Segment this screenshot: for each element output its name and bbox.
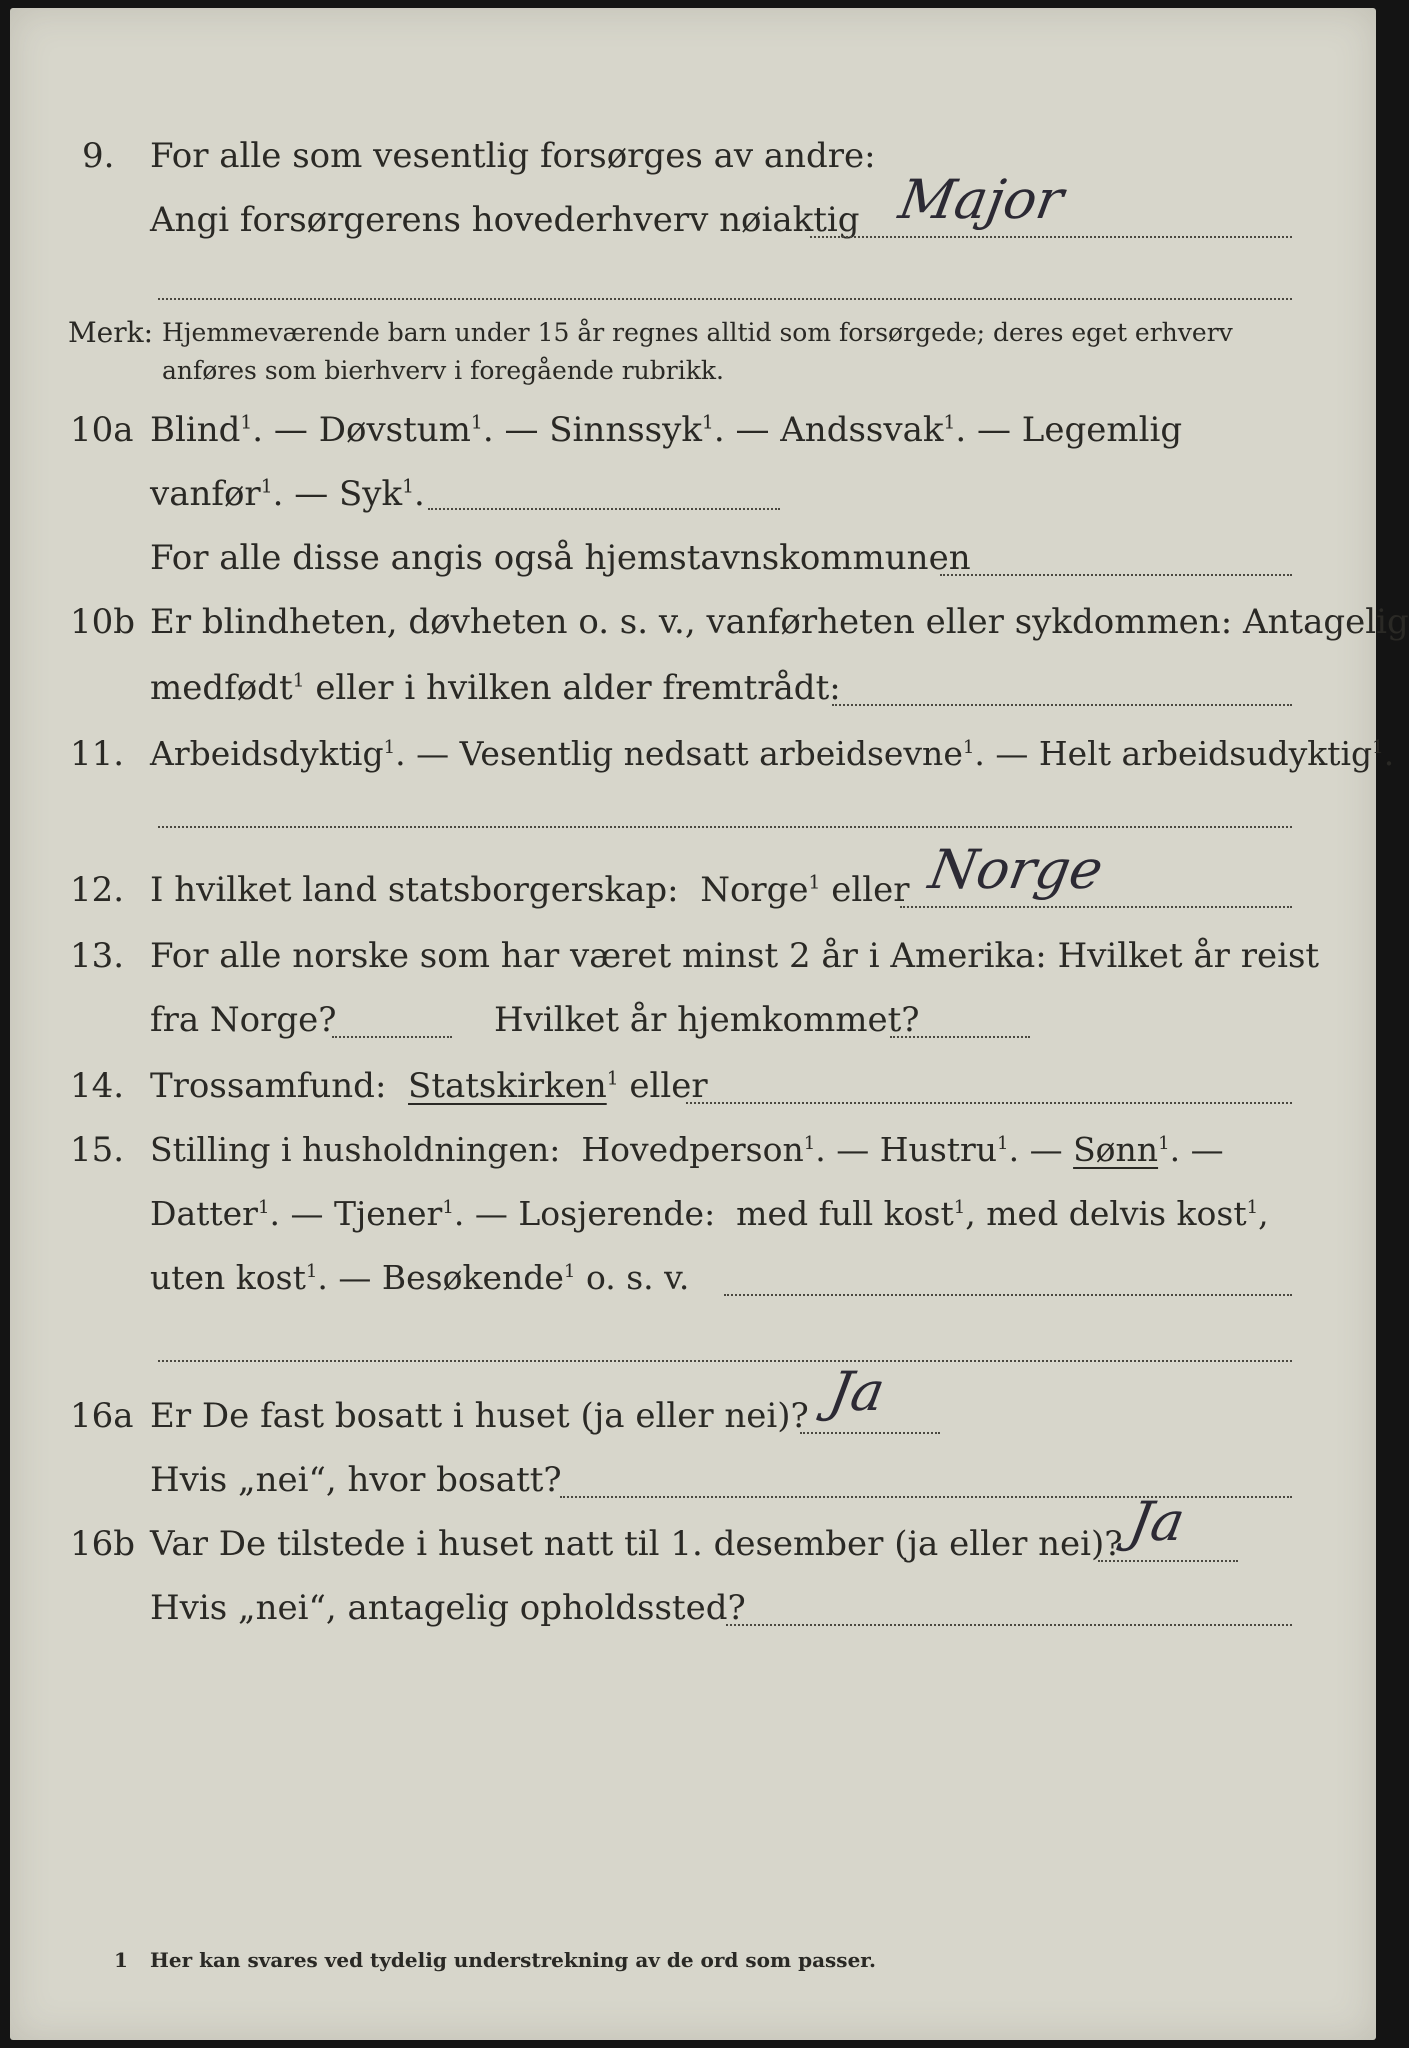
q15-extra-line: [158, 1360, 1292, 1362]
q16b-handwritten-answer: Ja: [1124, 1490, 1190, 1553]
q9-answer-line: [810, 236, 1292, 238]
q13-answer-line-1: [332, 1036, 452, 1038]
q13-hjemkommet: Hvilket år hjemkommet?: [494, 1000, 920, 1040]
q11-extra-line: [158, 826, 1292, 828]
q12-line: I hvilket land statsborgerskap: Norge$^1$ eller: [150, 870, 910, 910]
q16b-line1: Var De tilstede i huset natt til 1. desember (ja eller nei)?: [150, 1524, 1123, 1564]
census-form-page: [10, 8, 1409, 2040]
q9-line2: Angi forsørgerens hovederhverv nøiaktig: [150, 200, 860, 240]
q13-answer-line-2: [890, 1036, 1030, 1038]
option-statskirken-underlined: Statskirken: [408, 1066, 607, 1106]
q13-fra-norge: fra Norge?: [150, 1000, 337, 1040]
q14-answer-line: [686, 1102, 1292, 1104]
option-norge: Norge: [700, 870, 809, 910]
merk-label: Merk:: [68, 316, 154, 349]
q16b-number: 16b: [70, 1524, 136, 1564]
q10b-line1: Er blindheten, døvheten o. s. v., vanførheten eller sykdommen: Antagelig: [150, 602, 1409, 642]
option-udyktig: Helt arbeidsudyktig: [1038, 734, 1373, 773]
q12-answer-line: [900, 906, 1292, 908]
q10b-line2: medfødt$^1$ eller i hvilken alder fremtrådt:: [150, 668, 841, 708]
footnote-mark: 1: [114, 1948, 128, 1972]
q10a-line1: Blind$^1$. — Døvstum$^1$. — Sinnssyk$^1$. — Andssvak$^1$. — Legemlig: [150, 410, 1183, 450]
option-blind: Blind: [150, 410, 241, 450]
q10b-answer-line: [832, 704, 1292, 706]
q16a-answer-line: [800, 1432, 940, 1434]
q14-line: Trossamfund: Statskirken$^1$ eller: [150, 1066, 708, 1106]
q16a-line1: Er De fast bosatt i huset (ja eller nei)?: [150, 1396, 809, 1436]
merk-line1: Hjemmeværende barn under 15 år regnes alltid som forsørgede; deres eget erhverv: [162, 318, 1233, 347]
q14-number: 14.: [70, 1066, 125, 1106]
option-arbeidsdyktig: Arbeidsdyktig: [150, 734, 384, 773]
q9-line1: For alle som vesentlig forsørges av andre:: [150, 136, 876, 176]
q10a-answer-line-1: [428, 508, 780, 510]
q16b-answer-line-2: [726, 1624, 1292, 1626]
q13-line1: For alle norske som har været minst 2 år i Amerika: Hvilket år reist: [150, 936, 1320, 976]
q10a-line3: For alle disse angis også hjemstavnskommunen: [150, 538, 971, 578]
option-legemlig: Legemlig: [1021, 410, 1183, 450]
option-nedsatt: Vesentlig nedsatt arbeidsevne: [459, 734, 963, 773]
q15-answer-line: [724, 1294, 1292, 1296]
q9-number: 9.: [82, 136, 115, 176]
q16a-handwritten-answer: Ja: [824, 1360, 890, 1423]
q11-number: 11.: [70, 734, 125, 774]
q16a-line2: Hvis „nei“, hvor bosatt?: [150, 1460, 562, 1500]
q12-handwritten-answer: Norge: [924, 838, 1108, 901]
option-sonn-underlined: Sønn: [1073, 1130, 1159, 1169]
q9-extra-line: [158, 298, 1292, 300]
q10a-number: 10a: [70, 410, 134, 450]
q12-number: 12.: [70, 870, 125, 910]
q9-handwritten-answer: Major: [894, 168, 1069, 231]
q10b-number: 10b: [70, 602, 136, 642]
q15-line1: Stilling i husholdningen: Hovedperson$^1$. — Hustru$^1$. — Sønn$^1$. —: [150, 1130, 1224, 1169]
q10a-line2: vanfør$^1$. — Syk$^1$.: [150, 474, 425, 514]
q11-line: Arbeidsdyktig$^1$. — Vesentlig nedsatt arbeidsevne$^1$. — Helt arbeidsudyktig$^1$.: [150, 734, 1395, 773]
q15-number: 15.: [70, 1130, 125, 1170]
q13-number: 13.: [70, 936, 125, 976]
q16b-answer-line: [1098, 1560, 1238, 1562]
option-syk: Syk: [339, 474, 403, 514]
q16a-number: 16a: [70, 1396, 134, 1436]
q16b-line2: Hvis „nei“, antagelig opholdssted?: [150, 1588, 746, 1628]
option-andssvak: Andssvak: [780, 410, 944, 450]
q15-line2: Datter$^1$. — Tjener$^1$. — Losjerende: med full kost$^1$, med delvis kost$^1$,: [150, 1194, 1269, 1233]
q10a-answer-line-2: [940, 574, 1292, 576]
option-sinnssyk: Sinnssyk: [549, 410, 702, 450]
q15-line3: uten kost$^1$. — Besøkende$^1$ o. s. v.: [150, 1258, 690, 1297]
merk-line2: anføres som bierhverv i foregående rubrikk.: [162, 356, 724, 385]
footnote-text: Her kan svares ved tydelig understrekning av de ord som passer.: [150, 1948, 876, 1972]
option-dovstum: Døvstum: [318, 410, 471, 450]
